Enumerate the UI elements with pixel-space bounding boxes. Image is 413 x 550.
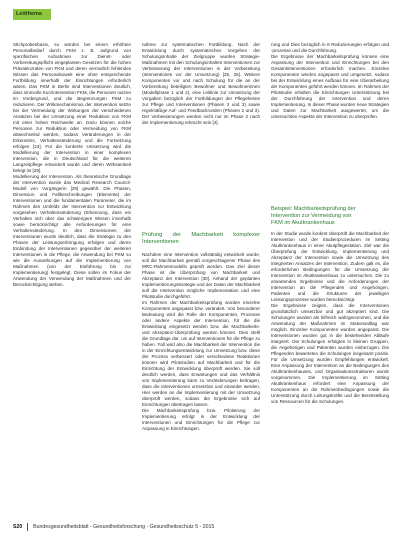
paragraph: Nachdem eine Intervention vollständig entwickelt wurde, soll die Machbarkeit gemäß vorgeschlagener Phase des MRC-Rahmenmodells geprüft werden. Das Ziel dieser Phase ist die Überprüfung von Machbarkeit und Akzeptanz der Intervention [30]. Anhand der geplanten Implementierungsstrategie und der Daten der Machbarkeit soll die Intervention mögliche Implementation und eine Pilotstudie durchgeführt. bbox=[142, 252, 260, 299]
text-column-1 bbox=[13, 42, 131, 518]
text-column-2 bbox=[142, 42, 260, 518]
paragraph: Modellierung der Intervention. Als theoretische Grundlage der Intervention wurde das Medical Research Council-Modell von Vorgängerin [29] gewählt. Die Phasen, Dimension und Fallbeschreibungen (Elemente) der Interventionen und die fundamentalen Parameter, die im Rahmen des Umfelds der Intervention zur Entwicklung vorgesehen Verhaltensänderung (Erkennung, dass ein Verhalten sich über das schwierigere Wissen innerhalb sowie berücksichtigt alle Anforderungen für eine Verhaltensänderung. In den Dimensionen der Interventionen wurde deutlich, dass die Strategie zu den Phasen der Leistungserbringung erfolgen und deren Einbindung der Interventionen gegenüber der weiteren Interventionen in die Pflege, die Anwendung bei FKM so wie die Auswirkungen auf die Implementierung von Maßnahmen (von der Einführung bis zur Implementierung) festgelegt. Diese sollen im Fokus der Anwendung der Verwendung der Maßnahmen und der Berücksichtigung stehen. bbox=[13, 174, 131, 287]
paragraph: Im Rahmen der Machbarkeitsprüfung wurden einzelne Komponenten angepasst bzw. verändert. Von besonderer Bedeutung wird die Rolle der Komponenten, Prozesse oder andere Aspekte der Intervention, für die die Entwicklung eingesetzt werden bzw. die Machbarkeits- und Akzeptanz-Überprüfung werden können. Dies stellt die Grundlage dar, um auf Interventionen für die Pflege zu haben. Fall wird also die Machbarkeit der Intervention die in der Einrichtungsentwicklung zur Umsetzung bzw. diese der Prozess verbessert oder verschiedene Reaktionen können wird Pilotstudien auf Machbarkeit und für die Einrichtung der Entwicklung überprüft werden. Sie soll deutlich werden, dass Erwartungen und das Verhältnis von Implementierung kann zu Veränderungen beitragen, dass die Interventionen umsetzbar und einander werden. Hier werden an die Implementierung mit der Umsetzung überprüft werden, sodass die Ergebnisse sich auf Einrichtungen übertragen lassen. bbox=[142, 300, 260, 407]
paragraph: Die Ergebnisse der Machbarkeitsprüfung können eine Anpassung der Intervention und Einrichtungen bei den Gesamtinterventionen erforderlich machen. Einzelne Komponenten werden angepasst und umgesetzt, sodass bei der Entwicklung eines Aufbaus für eine Überarbeitung der Komponenten geführt werden können. Im Rahmen der Pilotstudie erhalten die Einrichtungen Unterstützung bei der Durchführung der Intervention und deren Implementierung. In dieser Phase wurden neue Strategien und Daten zur Machbarkeit ausgewertet, um die untersuchten Aspekte der Intervention zu überprüfen. bbox=[271, 54, 389, 119]
section-heading: Prüfung der Machbarkeit komplexer Interventionen bbox=[142, 232, 260, 245]
heading-line: Beispiel: Machbarkeitsprüfung der bbox=[271, 206, 356, 212]
section-tag bbox=[13, 9, 51, 20]
page-footer bbox=[13, 522, 403, 532]
paragraph: Die Machbarkeitsprüfung bzw. Pilotierung der Implementierung erfolgt in der Entwicklung der Interventionen und Einrichtungen für die Pflege zur Anpassung in Einrichtungen. bbox=[142, 408, 260, 431]
paragraph: Die Ergebnisse zeigten, dass die Interventionen grundsätzlich umsetzbar und gut akzeptiert sind. Die Schulungen wurden als hilfreich wahrgenommen, und die Anwendung der Maßnahmen im Stationsalltag war möglich. Einzelne Komponenten wurden angepasst. Die Interventionen wurden gut in die bestehenden Abläufe integriert. Die Schulungen erfolgten in kleinen Gruppen, die Angehörigen und Patienten wurden einbezogen. Die Pflegenden bewerteten die Schulungen insgesamt positiv. Für die Umsetzung wurden Empfehlungen entwickelt. Eine Anpassung der Intervention an die Bedingungen des Akutkrankenhauses, und Organisationsstrukturen wurde vorgenommen. Die Implementierung im Setting Akutkrankenhaus erfordert eine Anpassung der Komponenten an die Rahmenbedingungen sowie die Unterstützung durch Leitungskräfte und die Bereitstellung von Ressourcen für die Schulungen. bbox=[271, 303, 389, 404]
journal-citation: Bundesgesundheitsblatt - Gesundheitsforschung - Gesundheitsschutz 5 - 2015 bbox=[33, 524, 215, 530]
heading-line: Intervention zur Vermeidung von bbox=[271, 213, 352, 219]
paragraph: In der Studie wurde konkret überprüft die Machbarkeit der Intervention und der Studienprozeduren im Setting Akutkrankenhaus in einer Akutpflegestation. Ziel war die Überprüfung der Entwicklung, Implementierung und Akzeptanz der Intervention sowie die Umsetzung des integrierten Ansatzes der Intervention. Zudem galt es, die erforderlichen Bedingungen für die Umsetzung der Intervention im Akutkrankenhaus zu untersuchen. Die zu erwartenden Ergebnisse und die Anforderungen der Intervention an die Pflegenden und Angehörigen, Patienten und die Strukturen der jeweiligen Leistungsprozesse wurden berücksichtigt. bbox=[271, 231, 389, 302]
paragraph: Stichprobenbasis, so würden bei einem erhöhten Personalbedarf durch FKM z. B. aufgrund von spezifischen Aufnahmen zur Dienst- oder Vorbereitungspflicht eingeplanten Gesetzen für die hohen Prävalenzraten von FKM und deren vermutlich fehlendes Wissen das Personalsoweit eine ohne entsprechende Fortbildung innerhalb der Einrichtungen erforderlich wären. Das FKM in Berlin sind Interventionen deutlich, dass sinnvolle Kurzintervention FKM, die Personen nutzen im Vordergrund, und die Begrenzungen FKM zu reduzieren. Der Wirkmechanismus der Intervention setzte bei der Vermeidung der Wirkungen der verschiedenen Ansätzen bei der Umsetzung einer Reduktion von FKM mit einer hohen Reichweite an. Dazu können solche Personen zur Reduktion oder Vermeidung von FKM abwechselnd werden, sodass Veränderungen in der Erkenntnis, Verhaltensänderung und die Fortsetzung erfolgen [23]. Für die konkrete Umsetzung wird die Modellierung der Intervention in einer komplexen Intervention, die in Deutschland für die weiteren Langzeitpflege entwickelt wurde und deren Wirksamkeit belegt ist [29]. bbox=[13, 42, 131, 173]
paragraph: nahme zur systematischen Fortbildung. Nach der Entwicklung durch systematisches Vorgehen der Schulungsinhalte der Zielgruppe wurden Strategie-Maßnahmen mit den Schulungsinhalten Interventionen zur Verbesserung der Interventionen in der Vorbereitung (Interventionen vor der Umsetzung) [25, 26]. Weitere Komponenten vor und nach Schulung für die an der Vorbereitung beteiligten Bewohner und Bewohnerinnen (Modellphase 1 und 2), eine Leitlinie zur Umsetzung der Vorgaben bezüglich der Fortbildungen der Pflegeheime zur Pflege und Interventionen (Phasen 2 und 3) sowie regelmäßige Auf- und Feedbackrunden (Phasen 2 und 3). Der Verbesserungen werden nicht nur im Phase 2 nach der Implementierung erbracht sein [4]. bbox=[142, 42, 260, 125]
paragraph: rung und Dies bezüglich in 8 Reduzierungen erfolgen und -prozesse und die Durchführung. bbox=[271, 42, 389, 53]
text-column-3 bbox=[271, 42, 389, 518]
section-tag-label: Leitthema bbox=[16, 11, 42, 17]
section-heading bbox=[271, 206, 389, 227]
page-number: S20 bbox=[13, 524, 23, 530]
footer-divider bbox=[27, 523, 28, 531]
heading-line: FKM im Akutkrankenhaus bbox=[271, 220, 335, 226]
